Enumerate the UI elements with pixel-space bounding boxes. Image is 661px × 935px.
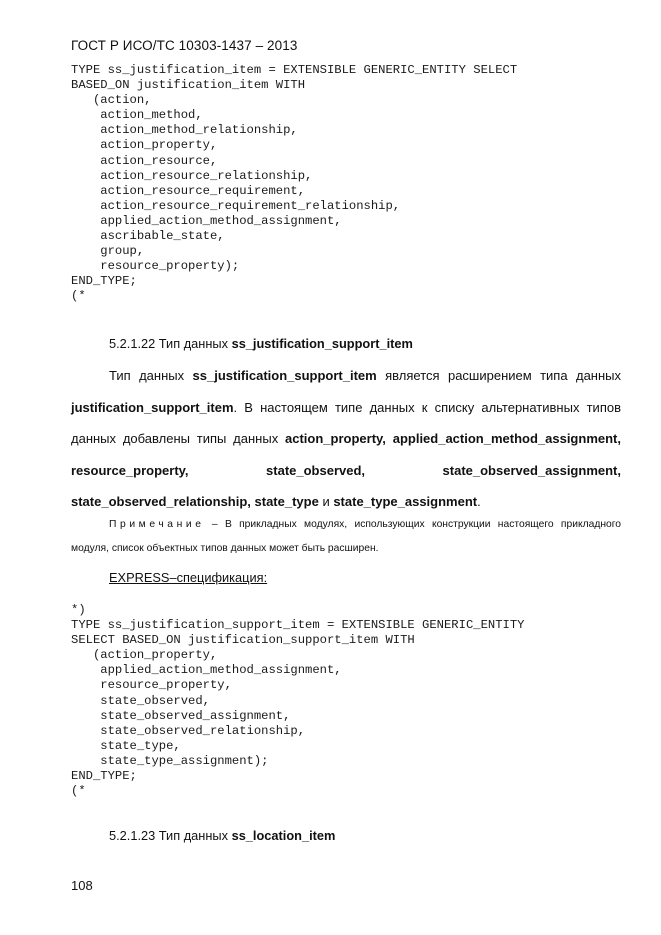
paragraph-type-name: state_type_assignment [333, 494, 478, 509]
section-heading-5-2-1-22 [109, 336, 413, 351]
page-number: 108 [71, 878, 93, 893]
note-dash: – [204, 519, 225, 530]
description-paragraph [71, 360, 621, 518]
document-header: ГОСТ Р ИСО/ТС 10303-1437 – 2013 [71, 38, 298, 53]
paragraph-text: и [318, 494, 334, 509]
section-heading-prefix: 5.2.1.23 Тип данных [109, 828, 232, 843]
note-paragraph [71, 513, 621, 561]
paragraph-type-name: justification_support_item [71, 399, 234, 415]
paragraph-text: является расширением типа данных [376, 368, 621, 383]
express-code-block-ss-justification-support-item: *) TYPE ss_justification_support_item = EXTENSIBLE GENERIC_ENTITY SELECT BASED_ON justification_support_item WITH (action_property, applied_action_method_assignment, resource_property, state_observed, state_observed_assignment, state_observed_relationship, state_type, state_type_assignment); END_TYPE; (* [71, 603, 525, 799]
paragraph-type-name: ss_justification_support_item [192, 368, 377, 383]
section-heading-type-name: ss_location_item [231, 828, 336, 843]
paragraph-type-list: action_property, applied_action_method_assignment, resource_property, state_observed, state_observed_assignment, state_observed_relationship, state_type [71, 431, 621, 509]
section-heading-type-name: ss_justification_support_item [231, 336, 413, 351]
express-specification-label: EXPRESS–спецификация: [109, 570, 268, 585]
paragraph-text: . [477, 494, 481, 509]
express-code-block-ss-justification-item: TYPE ss_justification_item = EXTENSIBLE GENERIC_ENTITY SELECT BASED_ON justification_item WITH (action, action_method, action_method_relationship, action_property, action_resource, action_resource_relationship, action_resource_requirement, action_resource_requirement_relationship, applied_action_method_assignment, ascribable_state, group, resource_property); END_TYPE; (* [71, 63, 518, 304]
paragraph-text: . В настоящем типе данных к списку альтернативных типов данных добавлены типы данных [71, 399, 621, 446]
note-text: В прикладных модулях, использующих конструкции настоящего прикладного модуля, список объектных типов данных может быть расширен. [71, 519, 621, 554]
note-label: Примечание [109, 519, 205, 530]
paragraph-text: Тип данных [109, 368, 193, 383]
section-heading-prefix: 5.2.1.22 Тип данных [109, 336, 232, 351]
section-heading-5-2-1-23 [109, 828, 335, 843]
